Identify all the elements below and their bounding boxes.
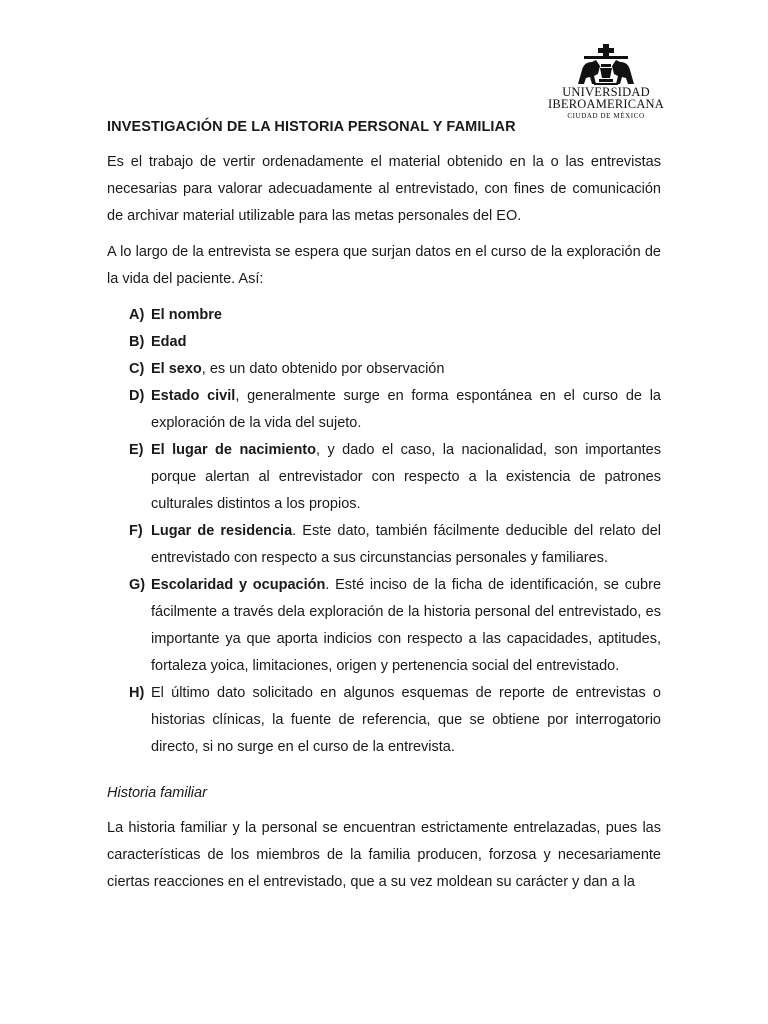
list-item — [107, 680, 661, 761]
list-item-term: El sexo — [151, 361, 202, 377]
list-marker: C) — [129, 361, 145, 377]
list-item — [107, 302, 661, 329]
list-marker: A) — [129, 307, 145, 323]
list-item-text: , es un dato obtenido por observación — [201, 361, 445, 377]
list-item — [107, 383, 661, 437]
list-item — [107, 329, 661, 356]
list-item-text: , y dado el caso, la nacionalidad, son importantes porque alertan al entrevistador con respecto a la existencia de patrones culturales distintos a los propios. — [151, 442, 661, 512]
identification-list — [107, 302, 661, 761]
list-marker: H) — [129, 685, 145, 701]
list-item-text: , generalmente surge en forma espontánea en el curso de la exploración de la vida del sujeto. — [151, 388, 661, 431]
family-history-paragraph: La historia familiar y la personal se encuentran estrictamente entrelazadas, pues las características de los miembros de la familia producen, forzosa y necesariamente ciertas reacciones en el entrevistado, que a su vez moldean su carácter y dan a la — [107, 820, 661, 890]
list-marker: B) — [129, 334, 145, 350]
list-item-term: Estado civil — [151, 388, 236, 404]
list-marker: E) — [129, 442, 144, 458]
university-crest-icon — [574, 44, 638, 86]
intro-paragraph: Es el trabajo de vertir ordenadamente el material obtenido en la o las entrevistas necesarias para valorar adecuadamente al entrevistado, con fines de comunicación de archivar material utilizable para las metas personales del EO. — [107, 154, 661, 224]
logo-text-line2: IBEROAMERICANA — [548, 97, 664, 111]
list-marker: F) — [129, 523, 143, 539]
list-item-text: . Este dato, también fácilmente deducible del relato del entrevistado con respecto a sus circunstancias personales y familiares. — [151, 523, 661, 566]
list-item-term: El nombre — [151, 307, 222, 323]
list-item-text: . Esté inciso de la ficha de identificación, se cubre fácilmente a través dela exploración de la historia personal del entrevistado, es importante ya que aporta indicios con respecto a las capacidades, aptitudes, fortaleza yoica, limitaciones, origen y pertenencia social del entrevistado. — [151, 577, 662, 674]
logo-text-line3: CIUDAD DE MÉXICO — [567, 112, 645, 120]
logo-text-line1: UNIVERSIDAD — [562, 85, 650, 99]
list-marker: G) — [129, 577, 146, 593]
list-item-term: Escolaridad y ocupación — [151, 577, 326, 593]
list-item — [107, 572, 661, 680]
section-subheading: Historia familiar — [107, 785, 207, 801]
list-item-term: Edad — [151, 334, 187, 350]
list-item — [107, 356, 661, 383]
list-item-term: Lugar de residencia — [151, 523, 293, 539]
list-item — [107, 518, 661, 572]
list-item — [107, 437, 661, 518]
document-body — [107, 119, 661, 905]
list-marker: D) — [129, 388, 145, 404]
list-item-term: El lugar de nacimiento — [151, 442, 316, 458]
list-item-text: El último dato solicitado en algunos esquemas de reporte de entrevistas o historias clínicas, la fuente de referencia, que se obtiene por interrogatorio directo, si no surge en el curso de la entrevista. — [151, 685, 661, 755]
document-title: INVESTIGACIÓN DE LA HISTORIA PERSONAL Y FAMILIAR — [107, 119, 516, 135]
list-intro-paragraph: A lo largo de la entrevista se espera que surjan datos en el curso de la exploración de la vida del paciente. Así: — [107, 244, 661, 287]
university-logo — [548, 44, 664, 124]
